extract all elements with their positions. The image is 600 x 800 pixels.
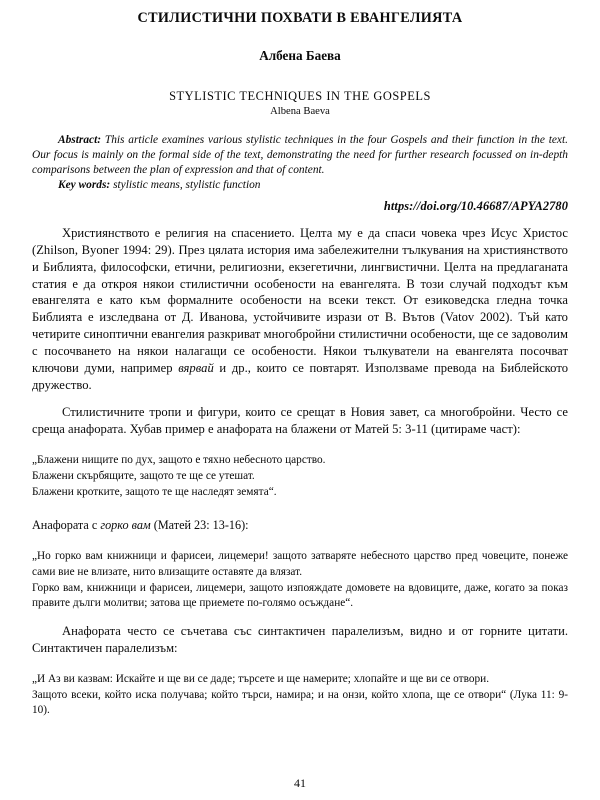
page-title: СТИЛИСТИЧНИ ПОХВАТИ В ЕВАНГЕЛИЯТА bbox=[137, 10, 463, 26]
keywords-label: Key words: bbox=[58, 179, 111, 192]
scripture-quote-matthew-5 bbox=[32, 453, 568, 500]
abstract-label: Abstract: bbox=[58, 133, 102, 146]
lead-in-matthew-23 bbox=[32, 517, 568, 533]
keywords-paragraph bbox=[32, 178, 568, 193]
author-name-english: Albena Baeva bbox=[270, 106, 330, 118]
scripture-quote-matthew-23 bbox=[32, 549, 568, 612]
page-title-english: STYLISTIC TECHNIQUES IN THE GOSPELS bbox=[169, 88, 431, 103]
body-paragraph-3: Анафората често се съчетава със синтактичен паралелизъм, видно и от горните цитати. Синтактичен паралелизъм: bbox=[32, 624, 568, 655]
paragraph-1-part-a: Християнството е религия на спасението. Целта му е да спаси човека чрез Исус Христос (Zhilson, Byoner 1994: 29). През цялата история има забележителни тълкувания на християнството и Библията, философски, етични, религиозни, екзегетични, лингвистични. Целта на предлаганата статия е да откроя някои стилистични особености на евангелята. В този случай подходът към евангелята е като към формалните особености на всеки текст. От езиковедска гледна точка Библията е изследвана от Д. Иванова, устойчивите изрази от В. Вътов (Vatov 2002). Тъй като четирите синоптични евангелия разкриват многобройни стилистични особености, ще се задоволим с посочването на някои налагащи се особености. Някои тълкуватели на евангелята посочват ключови думи, например bbox=[32, 226, 568, 375]
doi-link[interactable]: https://doi.org/10.46687/APYA2780 bbox=[383, 199, 568, 214]
phrase-gorko-vam: горко вам bbox=[100, 518, 151, 533]
author-name-bulgarian: Албена Баева bbox=[259, 48, 341, 64]
quote-block-part-a: „И Аз ви казвам: Искайте и ще ви се даде; търсете и ще намерите; хлопайте и ще ви се отвори. bbox=[32, 672, 490, 685]
quote-block-part-b: Горко вам, книжници и фарисеи, лицемери, защото изпояждате домовете на вдовиците, даже, когато за показ правите дълги молитви; затова ще приемете по-голямо осъждане“. bbox=[32, 581, 568, 610]
body-paragraph-2: Стилистичните тропи и фигури, които се срещат в Новия завет, са многобройни. Често се среща анафората. Хубав пример е анафората на блажени от Матей 5: 3-11 (цитираме част): bbox=[32, 405, 568, 437]
abstract-text: This article examines various stylistic techniques in the four Gospels and their function in the text. Our focus is mainly on the formal side of the text, demonstrating the need for further research focussed on in-depth comparisons between the plan of expression and that of content. bbox=[32, 133, 568, 176]
keywords-text: stylistic means, stylistic function bbox=[110, 179, 261, 192]
lead-in-part-b: (Матей 23: 13-16): bbox=[150, 518, 249, 533]
quote-block-part-b: Защото всеки, който иска получава; който търси, намира; и на онзи, който хлопа, ще се отвори“ (Лука 11: 9-10). bbox=[32, 688, 568, 717]
quote-line: „Блажени нищите по дух, защото е тяхно небесното царство. bbox=[32, 453, 326, 466]
abstract-paragraph bbox=[32, 133, 568, 178]
keyword-vyarvay: вярвай bbox=[178, 360, 214, 375]
body-paragraph-1 bbox=[32, 225, 568, 393]
quote-line: Блажени кротките, защото те ще наследят земята“. bbox=[32, 485, 277, 498]
quote-block-part-a: „Но горко вам книжници и фарисеи, лицемери! защото затваряте небесното царство пред човеците, понеже сами вие не влизате, нито влизащите оставяте да влязат. bbox=[32, 549, 568, 578]
page-number: 41 bbox=[294, 776, 306, 790]
lead-in-part-a: Анафората с bbox=[32, 518, 101, 533]
quote-line: Блажени скърбящите, защото те ще се утешат. bbox=[32, 469, 255, 482]
paragraph-1-part-b: и др., които се повтарят. Използваме превода на Библейското дружество. bbox=[32, 360, 569, 392]
scripture-quote-luke-11 bbox=[32, 672, 568, 719]
